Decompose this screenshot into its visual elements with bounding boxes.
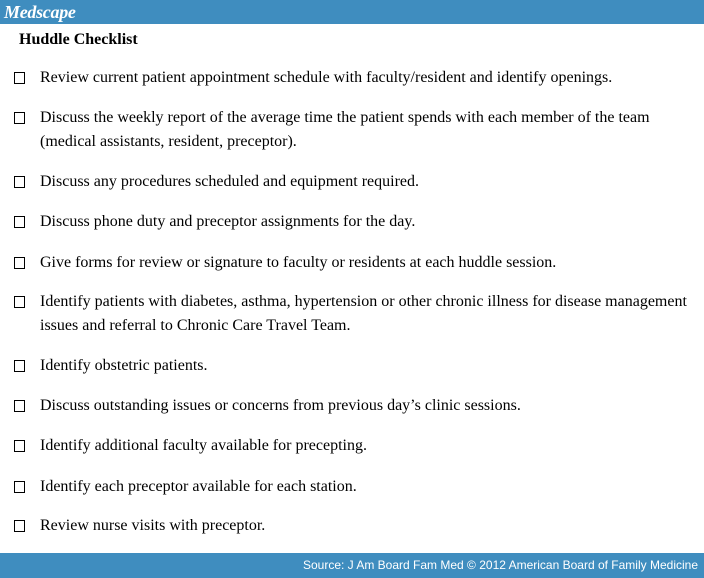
checklist-item (14, 394, 694, 418)
checklist-item (14, 210, 694, 234)
checkbox-icon (14, 72, 25, 84)
checklist-title: Huddle Checklist (19, 31, 138, 48)
checklist-item-text: Discuss outstanding issues or concerns from previous day’s clinic sessions. (40, 397, 521, 414)
checklist-item-text: Identify patients with diabetes, asthma, hypertension or other chronic illness for disease management issues and referral to Chronic Care Travel Team. (40, 293, 687, 334)
checklist-item-text: Identify obstetric patients. (40, 357, 208, 374)
checklist-item (14, 66, 694, 90)
checklist-item (14, 354, 694, 378)
medscape-logo[interactable]: Medscape (4, 2, 76, 22)
checklist-item-text: Review nurse visits with preceptor. (40, 517, 266, 534)
checklist-item (14, 106, 694, 154)
checkbox-icon (14, 440, 25, 452)
checklist-item (14, 170, 694, 194)
checklist-item (14, 514, 694, 538)
checkbox-icon (14, 400, 25, 412)
source-citation: Source: J Am Board Fam Med © 2012 American Board of Family Medicine (302, 558, 698, 572)
checklist-item-text: Discuss any procedures scheduled and equipment required. (40, 173, 419, 190)
checklist-item-text: Discuss the weekly report of the average time the patient spends with each member of the team (medical assistants, resident, preceptor). (40, 109, 650, 150)
checkbox-icon (14, 296, 25, 308)
checklist-item-text: Identify each preceptor available for each station. (40, 478, 357, 495)
checklist-item (14, 475, 694, 499)
checkbox-icon (14, 216, 25, 228)
checkbox-icon (14, 520, 25, 532)
checklist-item (14, 290, 694, 338)
header-bar (0, 0, 704, 24)
checklist-item-text: Review current patient appointment schedule with faculty/resident and identify openings. (40, 69, 613, 86)
checklist-item (14, 251, 694, 275)
checkbox-icon (14, 176, 25, 188)
checkbox-icon (14, 481, 25, 493)
checkbox-icon (14, 112, 25, 124)
checkbox-icon (14, 257, 25, 269)
checkbox-icon (14, 360, 25, 372)
checklist-item-text: Identify additional faculty available for precepting. (40, 437, 367, 454)
footer-bar (0, 553, 704, 578)
checklist-item (14, 434, 694, 458)
checklist-item-text: Discuss phone duty and preceptor assignments for the day. (40, 213, 416, 230)
checklist-item-text: Give forms for review or signature to faculty or residents at each huddle session. (40, 254, 557, 271)
